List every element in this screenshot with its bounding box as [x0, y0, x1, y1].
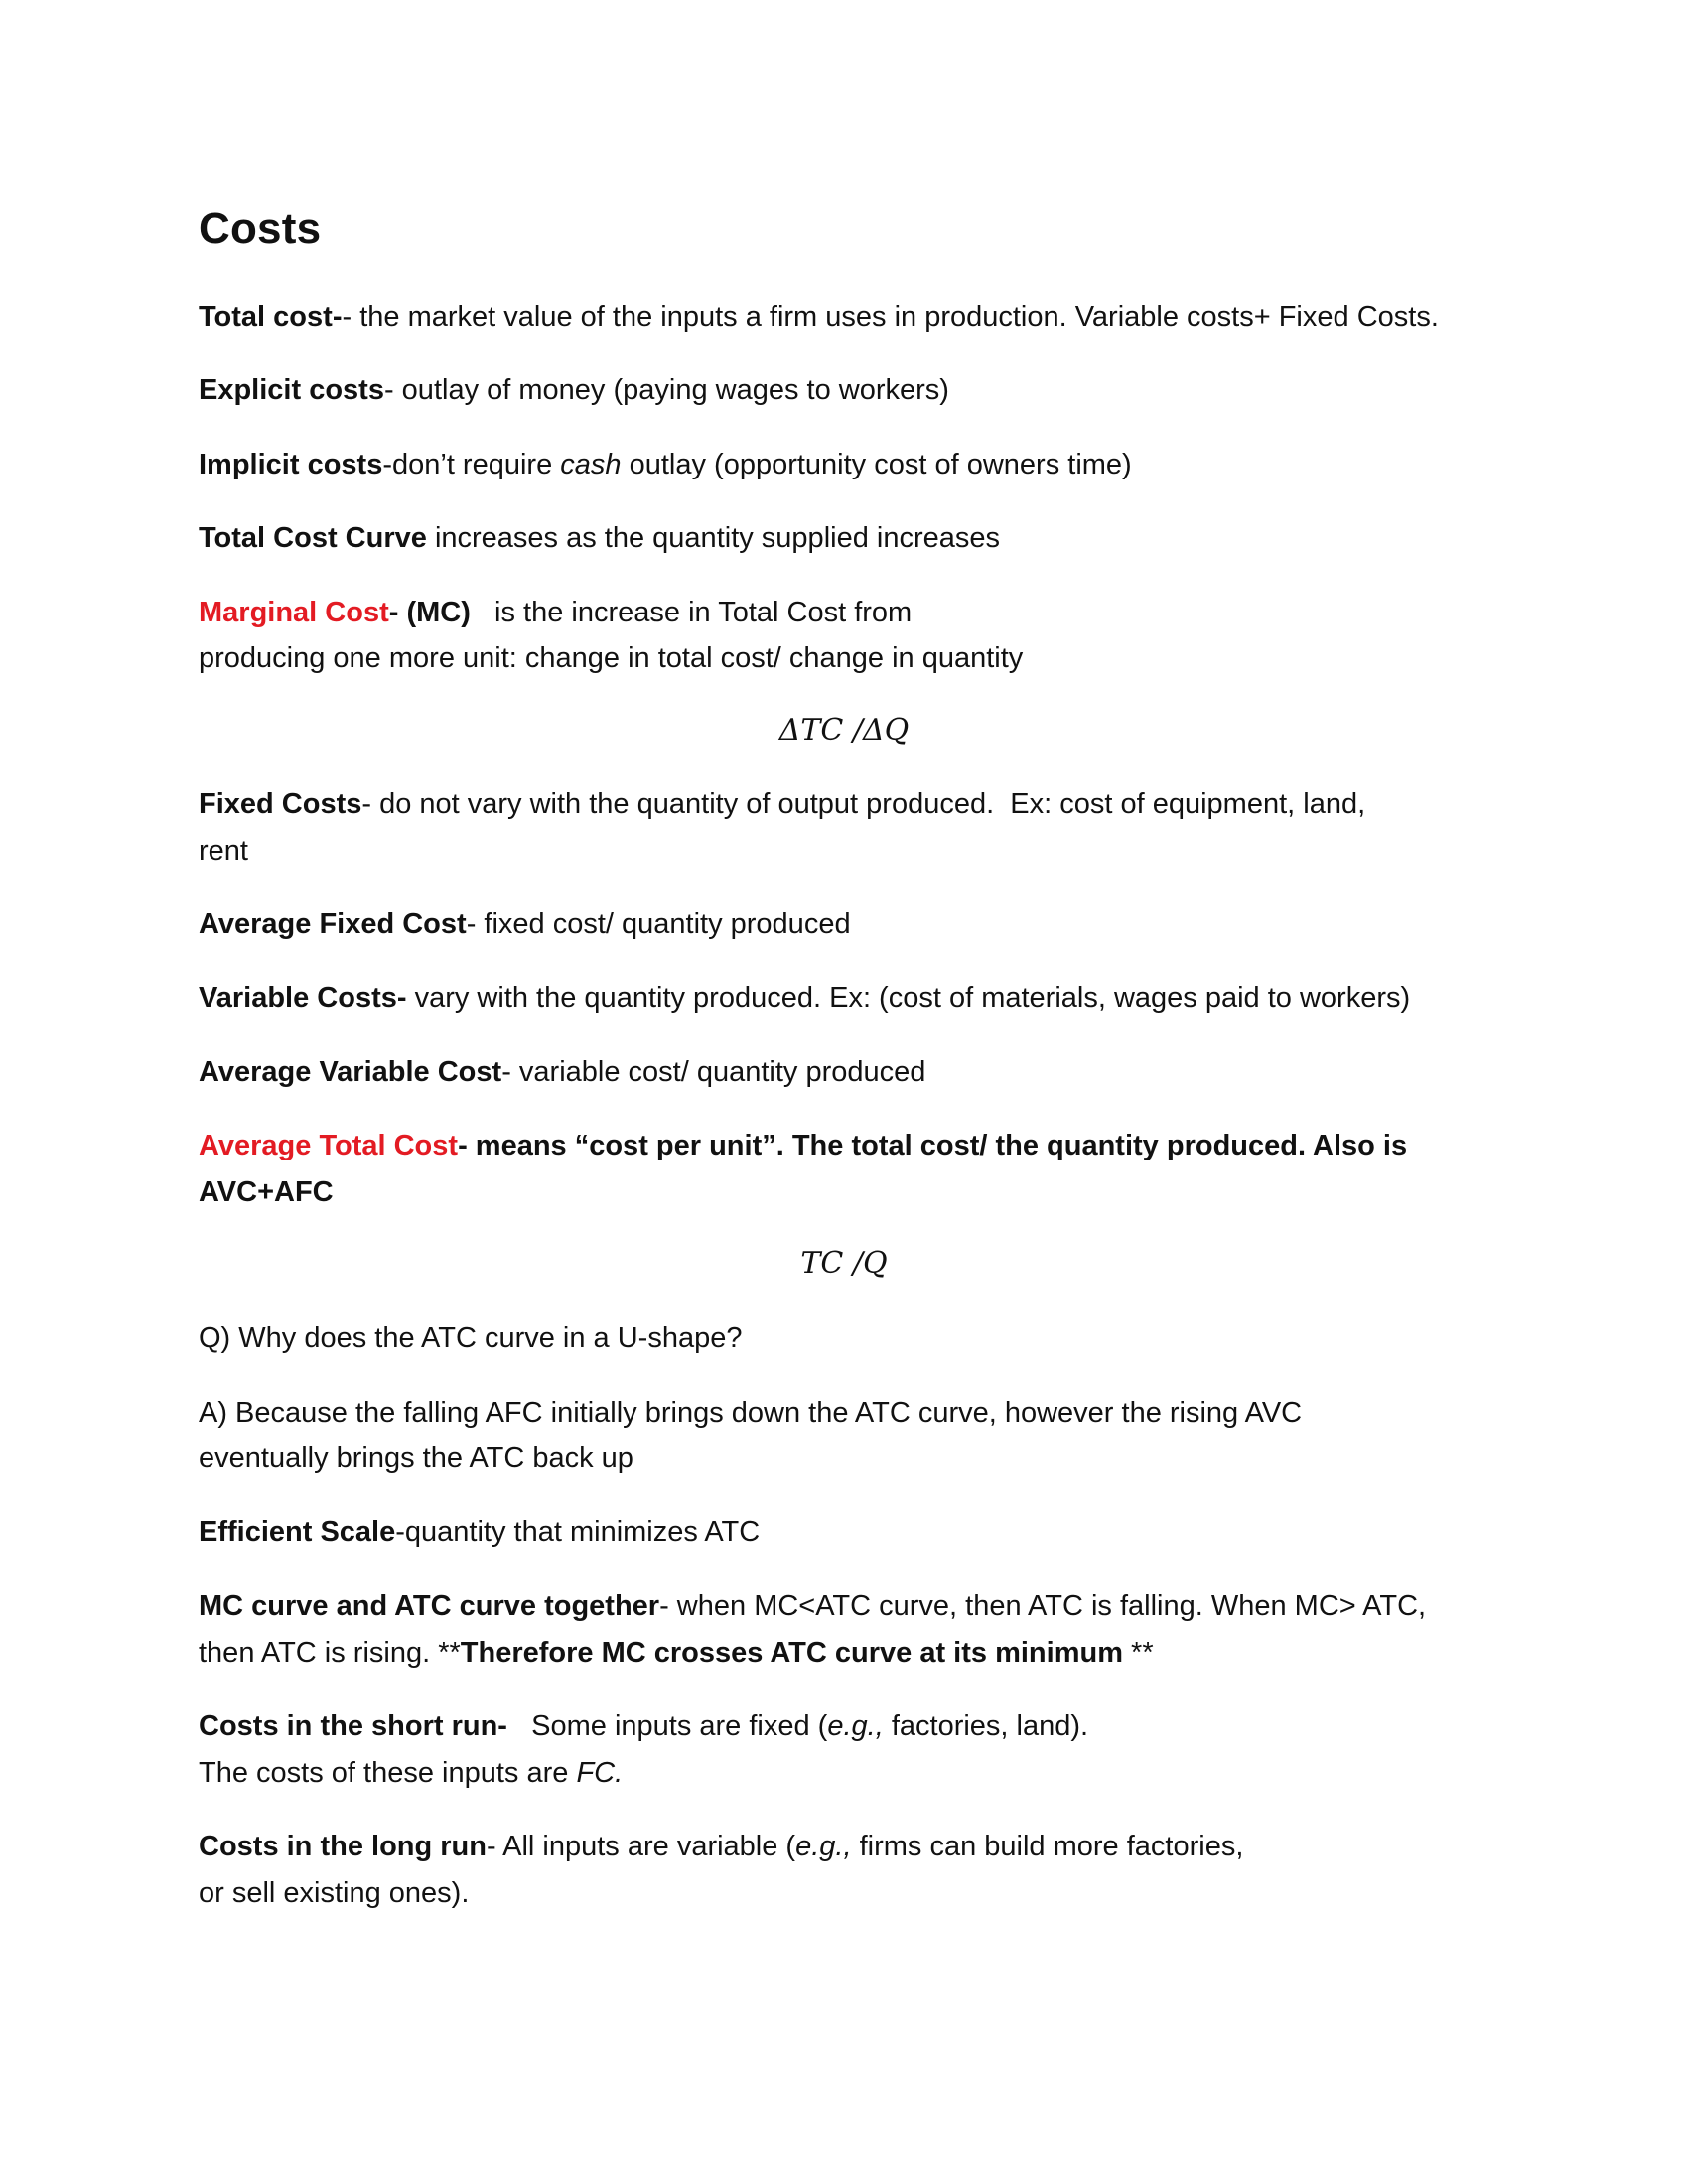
marginal-cost-abbr: - (MC) [388, 597, 471, 628]
variable-costs-definition [199, 975, 1489, 1022]
answer-text-line2: eventually brings the ATC back up [199, 1442, 633, 1474]
implicit-costs-term: Implicit costs [199, 449, 383, 480]
short-run-definition [199, 1704, 1489, 1750]
short-run-text-line2 [199, 1750, 1489, 1797]
total-cost-text: - the market value of the inputs a firm uses in production. Variable costs+ Fixed Costs. [342, 301, 1439, 333]
marginal-cost-text-line2: producing one more unit: change in total cost/ change in quantity [199, 642, 1024, 674]
average-total-cost-formula: TC /Q [800, 1246, 888, 1281]
long-run-text-line2: or sell existing ones). [199, 1877, 470, 1909]
marginal-cost-term: Marginal Cost [199, 597, 389, 628]
implicit-costs-text-post: outlay (opportunity cost of owners time) [621, 449, 1132, 480]
total-cost-term: Total cost [199, 301, 333, 333]
explicit-costs-definition [199, 367, 1489, 414]
short-run-text-italic: e.g., [827, 1710, 884, 1742]
total-cost-curve-text: increases as the quantity supplied increases [426, 522, 1001, 554]
total-cost-curve-term: Total Cost Curve [199, 522, 427, 554]
mc-atc-text-line2-pre: then ATC is rising. ** [199, 1637, 461, 1669]
average-total-cost-text-line2: AVC+AFC [199, 1176, 334, 1208]
long-run-definition [199, 1824, 1489, 1870]
marginal-cost-text-line1: is the increase in Total Cost from [470, 597, 913, 628]
short-run-line2-italic: FC. [576, 1757, 624, 1789]
total-cost-curve-definition [199, 515, 1489, 562]
short-run-text-pre: Some inputs are fixed ( [506, 1710, 828, 1742]
implicit-costs-text-pre: -don’t require [382, 449, 561, 480]
average-fixed-cost-text: - fixed cost/ quantity produced [466, 908, 851, 940]
mc-atc-term: MC curve and ATC curve together [199, 1590, 660, 1622]
average-total-cost-text-line1: - means “cost per unit”. The total cost/ the quantity produced. Also is [458, 1130, 1408, 1161]
page-title: Costs [199, 205, 322, 253]
implicit-costs-definition [199, 442, 1489, 488]
fixed-costs-text-line2: rent [199, 835, 248, 867]
fixed-costs-term: Fixed Costs [199, 788, 362, 820]
mc-atc-conclusion: Therefore MC crosses ATC curve at its minimum [460, 1637, 1123, 1669]
average-variable-cost-term: Average Variable Cost [199, 1056, 502, 1088]
fixed-costs-definition [199, 781, 1489, 828]
average-fixed-cost-term: Average Fixed Cost [199, 908, 467, 940]
mc-atc-text-line1: - when MC<ATC curve, then ATC is falling. When MC> ATC, [659, 1590, 1427, 1622]
average-total-cost-term: Average Total Cost [199, 1130, 459, 1161]
efficient-scale-definition [199, 1509, 1489, 1556]
variable-costs-text: vary with the quantity produced. Ex: (cost of materials, wages paid to workers) [406, 982, 1411, 1014]
long-run-text-italic: e.g., [795, 1831, 852, 1862]
short-run-line2-pre: The costs of these inputs are [199, 1757, 577, 1789]
efficient-scale-term: Efficient Scale [199, 1516, 396, 1548]
mc-atc-text-line2-post: ** [1122, 1637, 1154, 1669]
explicit-costs-text: - outlay of money (paying wages to workers) [383, 374, 949, 406]
short-run-term: Costs in the short run- [199, 1710, 507, 1742]
fixed-costs-text-line1: - do not vary with the quantity of output produced. Ex: cost of equipment, land, [361, 788, 1366, 820]
average-variable-cost-definition [199, 1049, 1489, 1096]
question-text: Q) Why does the ATC curve in a U-shape? [199, 1322, 743, 1354]
long-run-text-post: firms can build more factories, [851, 1831, 1244, 1862]
long-run-term: Costs in the long run [199, 1831, 487, 1862]
marginal-cost-formula: ΔTC /ΔQ [778, 713, 910, 748]
mc-atc-definition [199, 1583, 1489, 1630]
implicit-costs-text-italic: cash [560, 449, 622, 480]
average-fixed-cost-definition [199, 901, 1489, 948]
explicit-costs-term: Explicit costs [199, 374, 384, 406]
total-cost-definition: Total cost-- the market value of the inputs a firm uses in production. Variable costs+ Fixed Costs. [199, 301, 1439, 333]
variable-costs-term: Variable Costs- [199, 982, 407, 1014]
average-variable-cost-text: - variable cost/ quantity produced [501, 1056, 926, 1088]
average-total-cost-definition [199, 1123, 1489, 1169]
efficient-scale-text: -quantity that minimizes ATC [395, 1516, 761, 1548]
answer-text-line1: A) Because the falling AFC initially brings down the ATC curve, however the rising AVC [199, 1397, 1303, 1429]
short-run-text-post: factories, land). [883, 1710, 1089, 1742]
marginal-cost-definition [199, 590, 1489, 636]
long-run-text-pre: - All inputs are variable ( [487, 1831, 796, 1862]
mc-atc-text-line2 [199, 1630, 1489, 1677]
